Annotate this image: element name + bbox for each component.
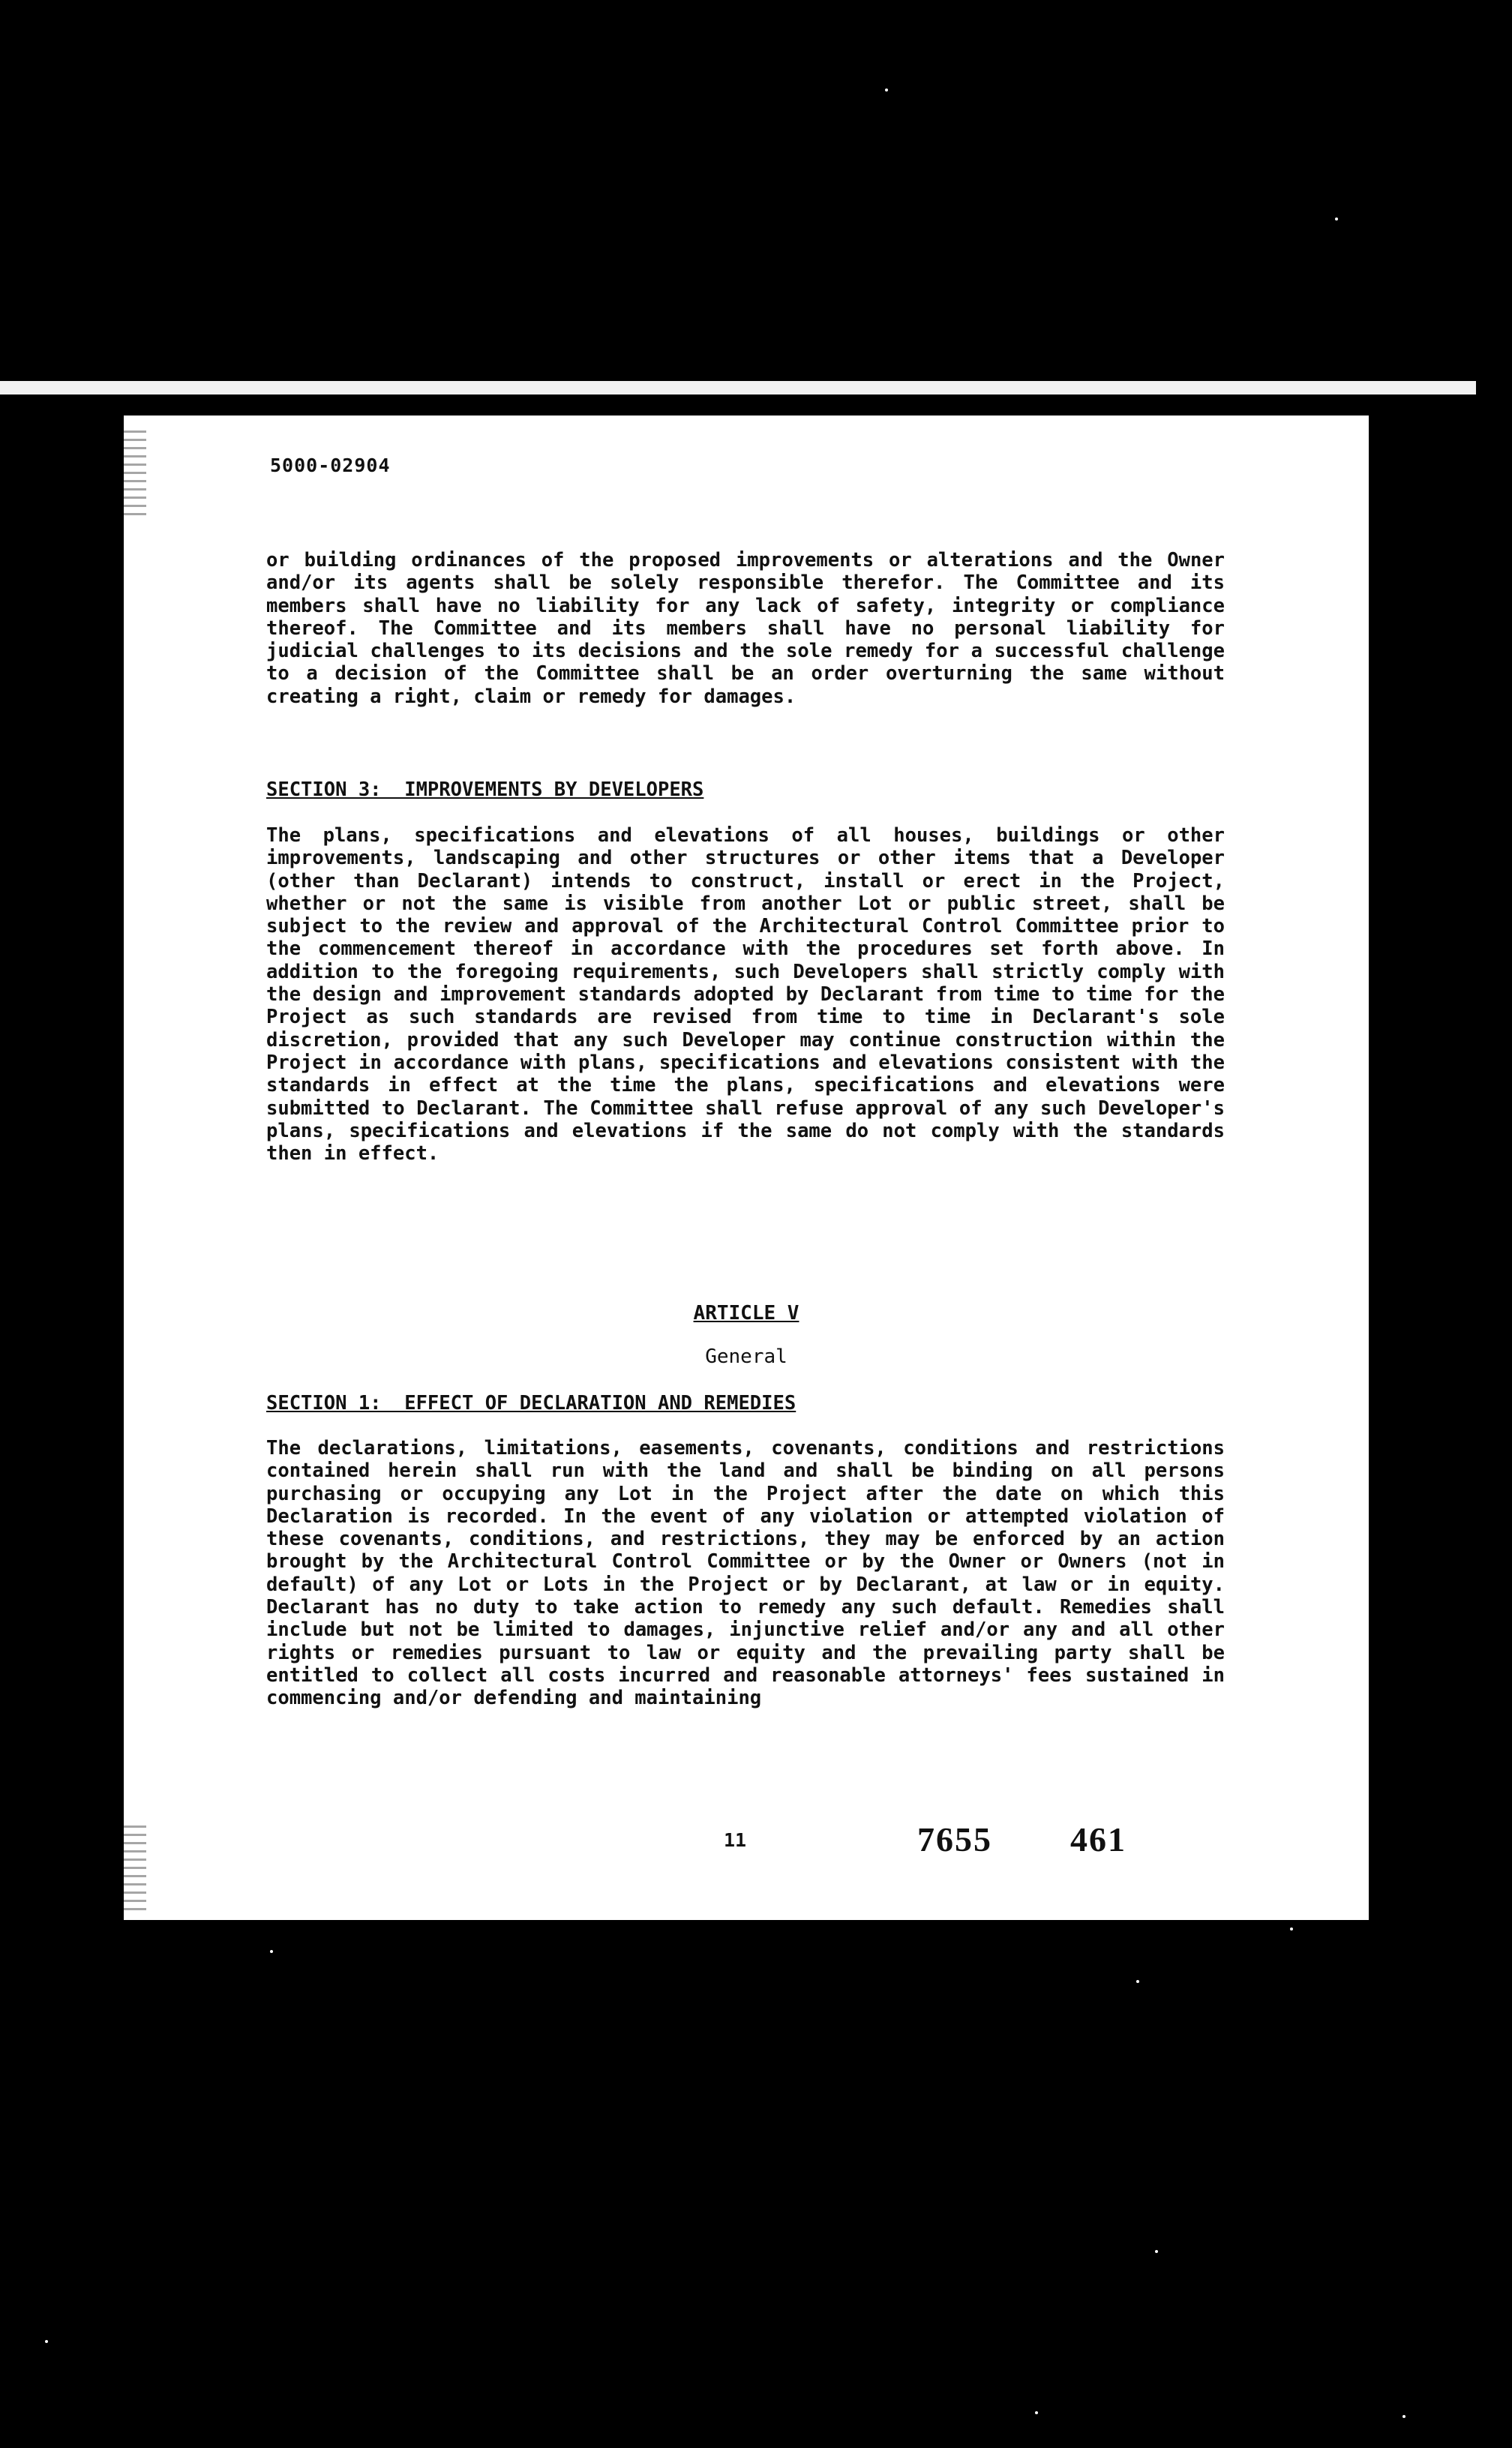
scan-speck	[885, 88, 888, 92]
section-3-heading: SECTION 3: IMPROVEMENTS BY DEVELOPERS	[266, 778, 704, 801]
scan-speck	[1402, 2415, 1406, 2418]
scan-speck	[1035, 2411, 1038, 2414]
scan-speck	[1136, 1980, 1139, 1983]
scanner-band	[0, 381, 1476, 394]
scan-speck	[45, 2340, 48, 2343]
section-1-heading: SECTION 1: EFFECT OF DECLARATION AND REMEDIES	[266, 1392, 796, 1414]
scan-speck	[270, 1950, 273, 1953]
article-subtitle: General	[705, 1346, 788, 1368]
scan-edge-noise	[124, 1826, 146, 1916]
recording-book-stamp: 7655	[917, 1820, 992, 1858]
document-number: 5000-02904	[270, 454, 391, 476]
document-page	[124, 416, 1369, 1920]
scan-edge-noise	[124, 430, 146, 520]
recording-page-stamp: 461	[1070, 1820, 1126, 1858]
section-1-body: The declarations, limitations, easements, covenants, conditions and restrictions contained herein shall run with the land and shall be binding on all persons purchasing or occupying any Lot in the Project after the date on which this Declaration is recorded. In the event of any violation or attempted violation of these covenants, conditions, and restrictions, they may be enforced by an action brought by the Architectural Control Committee or by the Owner or Owners (not in default) of any Lot or Lots in the Project or by Declarant, at law or in equity. Declarant has no duty to take action to remedy any such default. Remedies shall include but not be limited to damages, injunctive relief and/or any and all other rights or remedies pursuant to law or equity and the prevailing party shall be entitled to collect all costs incurred and reasonable attorneys' fees sustained in commencing and/or defending and maintaining	[266, 1437, 1225, 1710]
section-3-body: The plans, specifications and elevations of all houses, buildings or other improvements, landscaping and other structures or other items that a Developer (other than Declarant) intends to construct, install or erect in the Project, whether or not the same is visible from another Lot or public street, shall be subject to the review and approval of the Architectural Control Committee prior to the commencement thereof in accordance with the procedures set forth above. In addition to the foregoing requirements, such Developers shall strictly comply with the design and improvement standards adopted by Declarant from time to time for the Project as such standards are revised from time to time in Declarant's sole discretion, provided that any such Developer may continue construction within the Project in accordance with plans, specifications and elevations consistent with the standards in effect at the time the plans, specifications and elevations were submitted to Declarant. The Committee shall refuse approval of any such Developer's plans, specifications and elevations if the same do not comply with the standards then in effect.	[266, 824, 1225, 1166]
page-number: 11	[724, 1829, 747, 1851]
article-title: ARTICLE V	[693, 1302, 800, 1324]
scan-speck	[1155, 2250, 1158, 2253]
scan-speck	[1335, 218, 1338, 220]
intro-paragraph: or building ordinances of the proposed improvements or alterations and the Owner and/or its agents shall be solely responsible therefor. The Committee and its members shall have no liability for any lack of safety, integrity or compliance thereof. The Committee and its members shall have no personal liability for judicial challenges to its decisions and the sole remedy for a successful challenge to a decision of the Committee shall be an order overturning the same without creating a right, claim or remedy for damages.	[266, 549, 1225, 708]
scan-speck	[1290, 1928, 1293, 1930]
